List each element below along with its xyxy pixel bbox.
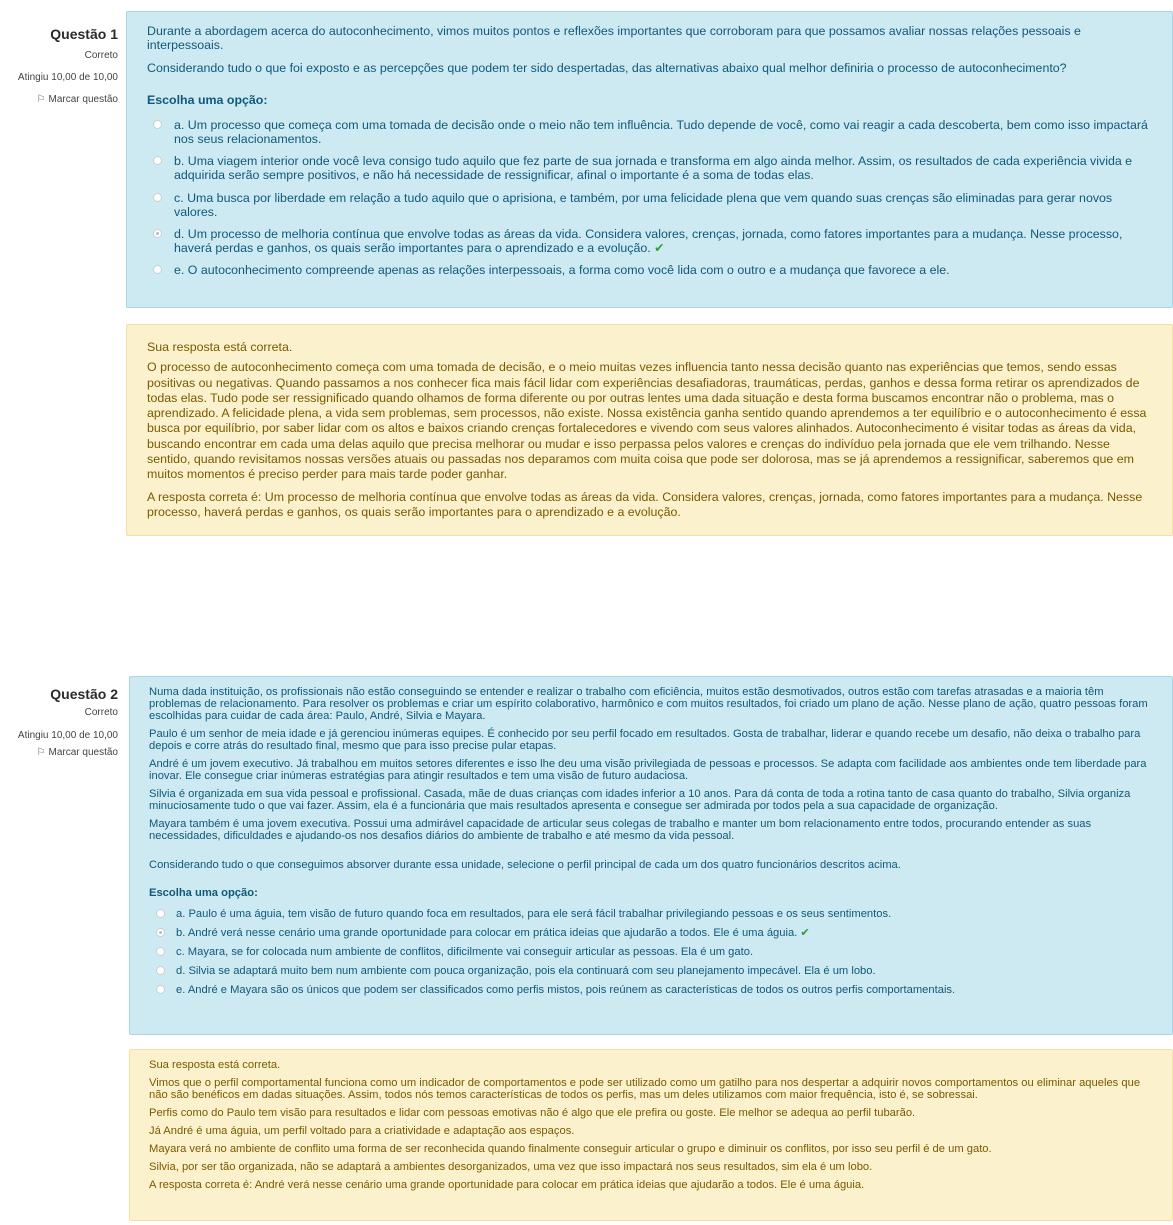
choose-option-label: Escolha uma opção:	[149, 887, 258, 899]
answer-option-d[interactable]: d. Silvia se adaptará muito bem num ambiente com pouca organização, pois ela continuará com seu planejamento impecável. Ela é um lobo.	[149, 965, 1154, 977]
question-prompt: Considerando tudo o que conseguimos absorver durante essa unidade, selecione o perfil principal de cada um dos quatro funcionários descritos acima.	[149, 859, 901, 871]
question-paragraph: Paulo é um senhor de meia idade e já gerenciou inúmeras equipes. É conhecido por seu perfil focado em resultados. Gosta de trabalhar, liderar e quando recebe um desafio, não deixa o trabalho para depois e corre atrás do resultado final, mesmo que para isso precise pular etapas.	[149, 728, 1141, 752]
question-grade: Atingiu 10,00 de 10,00	[17, 72, 118, 83]
check-icon: ✔	[800, 927, 810, 939]
question-grade: Atingiu 10,00 de 10,00	[17, 730, 118, 741]
question-state: Correto	[84, 707, 118, 718]
flag-icon: ⚐	[36, 94, 46, 105]
question-1	[0, 0, 1173, 545]
radio-icon[interactable]	[156, 985, 165, 994]
radio-icon[interactable]	[156, 928, 165, 937]
radio-icon[interactable]	[156, 947, 165, 956]
radio-icon[interactable]	[156, 966, 165, 975]
flag-icon: ⚐	[36, 747, 46, 758]
answer-option-d[interactable]: d. Um processo de melhoria contínua que envolve todas as áreas da vida. Considera valores, crenças, jornada, como fatores importantes para a mudança. Nesse processo, haverá perdas e ganhos, os quais serão importantes para o aprendizado e a evolução. ✔	[147, 227, 1152, 255]
feedback-status: Sua resposta está correta.	[147, 340, 293, 354]
question-prompt: Considerando tudo o que foi exposto e as percepções que podem ter sido despertadas, das alternativas abaixo qual melhor definiria o processo de autoconhecimento?	[147, 61, 1067, 76]
feedback-status: Sua resposta está correta.	[149, 1059, 281, 1071]
question-paragraph: Mayara também é uma jovem executiva. Possui uma admirável capacidade de articular seus colegas de trabalho e manter um bom relacionamento entre todos, procurando entender as suas necessidades, dificuldades e ajudando-os nos desafios diários do ambiente de trabalho e até mesmo da vida pessoal.	[149, 818, 1092, 842]
feedback-panel	[126, 324, 1173, 536]
radio-icon[interactable]	[153, 120, 162, 129]
question-number: Questão 1	[50, 26, 118, 42]
answer-option-a[interactable]: a. Um processo que começa com uma tomada de decisão onde o meio não tem influência. Tudo depende de você, como vai reagir a cada descoberta, bem como isso impactará nos seus relacionamentos.	[147, 118, 1152, 146]
answer-option-a[interactable]: a. Paulo é uma águia, tem visão de futuro quando foca em resultados, para ele será fácil trabalhar privilegiando pessoas e os seus sentimentos.	[149, 908, 1154, 920]
answer-option-e[interactable]: e. O autoconhecimento compreende apenas as relações interpessoais, a forma como você lida com o outro e a mudança que favorece a ele.	[147, 263, 1152, 277]
question-number: Questão 2	[50, 686, 118, 702]
question-paragraph: Numa dada instituição, os profissionais não estão conseguindo se entender e realizar o trabalho com eficiência, muitos estão desmotivados, outros estão com tarefas atrasadas e a maioria têm problemas de relacionamento. Para resolver os problemas e criar um espírito colaborativo, harmônico e com muitos resultados, foi criado um plano de ação. Nesse plano de ação, quatro pessoas foram escolhidas para cuidar de cada área: Paulo, André, Silvia e Mayara.	[149, 686, 1148, 722]
answer-option-c[interactable]: c. Mayara, se for colocada num ambiente de conflitos, dificilmente vai conseguir articular as pessoas. Ela é um gato.	[149, 946, 1154, 958]
feedback-body: O processo de autoconhecimento começa com uma tomada de decisão, e o meio muitas vezes influencia tanto nessa decisão quanto nas experiências que temos, sendo essas positivas ou negativas. Quando passamos a nos conhecer fica mais fácil lidar com experiências desafiadoras, traumáticas, perdas, ganhos e dessa forma retirar os aprendizados de todas elas. Tudo pode ser ressignificado quando olhamos de forma diferente ou por outras lentes uma dada situação e desta forma buscamos encontrar não o problema, mas o aprendizado. A felicidade plena, a vida sem problemas, sem processos, não existe. Nossa existência ganha sentido quando aprendemos a ter equilíbrio e o autoconhecimento é essa busca por equilíbrio, por saber lidar com os altos e baixos criando crenças fortalecedores e vivendo com seus valores alinhados. Autoconhecimento é visitar todas as áreas da vida, buscando encontrar em cada uma delas aquilo que precisa melhorar ou mudar e isso perpassa pelos valores e crenças do indivíduo pela jornada que ele vem trilhando. Nesse sentido, quando revisitamos nossas versões atuais ou passadas nos deparamos com muita coisa que pode ser dolorosa, mas se já aprendemos a ressignificar, saberemos que em muitos momentos é preciso perder para mais tarde poder ganhar.	[147, 360, 1147, 482]
answer-option-c[interactable]: c. Uma busca por liberdade em relação a tudo aquilo que o aprisiona, e também, por uma felicidade plena que vem quando suas crenças são eliminadas para gerar novos valores.	[147, 191, 1152, 219]
question-2	[0, 670, 1173, 1225]
radio-icon[interactable]	[153, 265, 162, 274]
radio-icon[interactable]	[156, 909, 165, 918]
feedback-panel	[129, 1049, 1173, 1221]
flag-question-link[interactable]: ⚐ Marcar questão	[36, 94, 118, 105]
choose-option-label: Escolha uma opção:	[147, 92, 268, 107]
correct-answer-text: A resposta correta é: Um processo de melhoria contínua que envolve todas as áreas da vida. Considera valores, crenças, jornada, como fatores importantes para a mudança. Nesse processo, haverá perdas e ganhos, os quais serão importantes para o aprendizado e a evolução.	[147, 489, 1143, 519]
answer-option-b[interactable]: b. Uma viagem interior onde você leva consigo tudo aquilo que fez parte de sua jornada e transforma em algo ainda melhor. Assim, os resultados de cada experiência vivida e adquirida serão sempre positivos, e não há necessidade de ressignificar, afinal o importante é a soma de todas elas.	[147, 154, 1152, 182]
radio-icon[interactable]	[153, 156, 162, 165]
check-icon: ✔	[654, 241, 665, 256]
feedback-body: Silvia, por ser tão organizada, não se adaptará a ambientes desorganizados, uma vez que isso impactará nos seus resultados, sim ela é um lobo.	[149, 1161, 873, 1173]
question-paragraph: Silvia é organizada em sua vida pessoal e profissional. Casada, mãe de duas crianças com idades inferior a 10 anos. Para dá conta de toda a rotina tanto de casa quanto do trabalho, Silvia organiza minuciosamente tudo o que vai fazer. Assim, ela é a funcionária que mais resultados apresenta e consegue ser admirada por todos pela a sua capacidade de organização.	[149, 788, 1131, 812]
radio-icon[interactable]	[153, 193, 162, 202]
question-text-panel	[129, 676, 1173, 1035]
question-info	[0, 26, 118, 105]
question-state: Correto	[84, 50, 118, 61]
answer-option-b[interactable]: b. André verá nesse cenário uma grande oportunidade para colocar em prática ideias que ajudarão a todos. Ele é uma águia. ✔	[149, 927, 1154, 939]
question-info	[0, 686, 118, 758]
feedback-body: Já André é uma águia, um perfil voltado para a criatividade e adaptação aos espaços.	[149, 1125, 575, 1137]
question-text-panel	[126, 11, 1173, 308]
answer-option-e[interactable]: e. André e Mayara são os únicos que podem ser classificados como perfis mistos, pois reúnem as características de todos os outros perfis comportamentais.	[149, 984, 1154, 996]
question-paragraph: Durante a abordagem acerca do autoconhecimento, vimos muitos pontos e reflexões importantes que corroboram para que possamos avaliar nossas relações pessoais e interpessoais.	[147, 24, 1081, 53]
correct-answer-text: A resposta correta é: André verá nesse cenário uma grande oportunidade para colocar em prática ideias que ajudarão a todos. Ele é uma águia.	[149, 1179, 865, 1191]
question-paragraph: André é um jovem executivo. Já trabalhou em muitos setores diferentes e isso lhe deu uma visão privilegiada de pessoas e processos. Se adapta com facilidade aos ambientes onde tem liberdade para inovar. Ele consegue criar inúmeras estratégias para atingir resultados e tem uma visão de futuro audaciosa.	[149, 758, 1147, 782]
radio-icon[interactable]	[153, 229, 162, 238]
flag-question-link[interactable]: ⚐ Marcar questão	[36, 747, 118, 758]
feedback-body: Vimos que o perfil comportamental funciona como um indicador de comportamentos e pode ser utilizado como um gatilho para nos despertar a adquirir novos comportamentos ou eliminar aqueles que não são benéficos em dadas situações. Assim, todos nós temos características de todos os perfis, mas um deles utilizamos com maior frequência, isto é, se sobressai.	[149, 1077, 1141, 1101]
feedback-body: Perfis como do Paulo tem visão para resultados e lidar com pessoas emotivas não é algo que ele prefira ou goste. Ele melhor se adequa ao perfil tubarão.	[149, 1107, 916, 1119]
feedback-body: Mayara verá no ambiente de conflito uma forma de ser reconhecida quando finalmente conseguir articular o grupo e diminuir os conflitos, por isso seu perfil é de um gato.	[149, 1143, 992, 1155]
